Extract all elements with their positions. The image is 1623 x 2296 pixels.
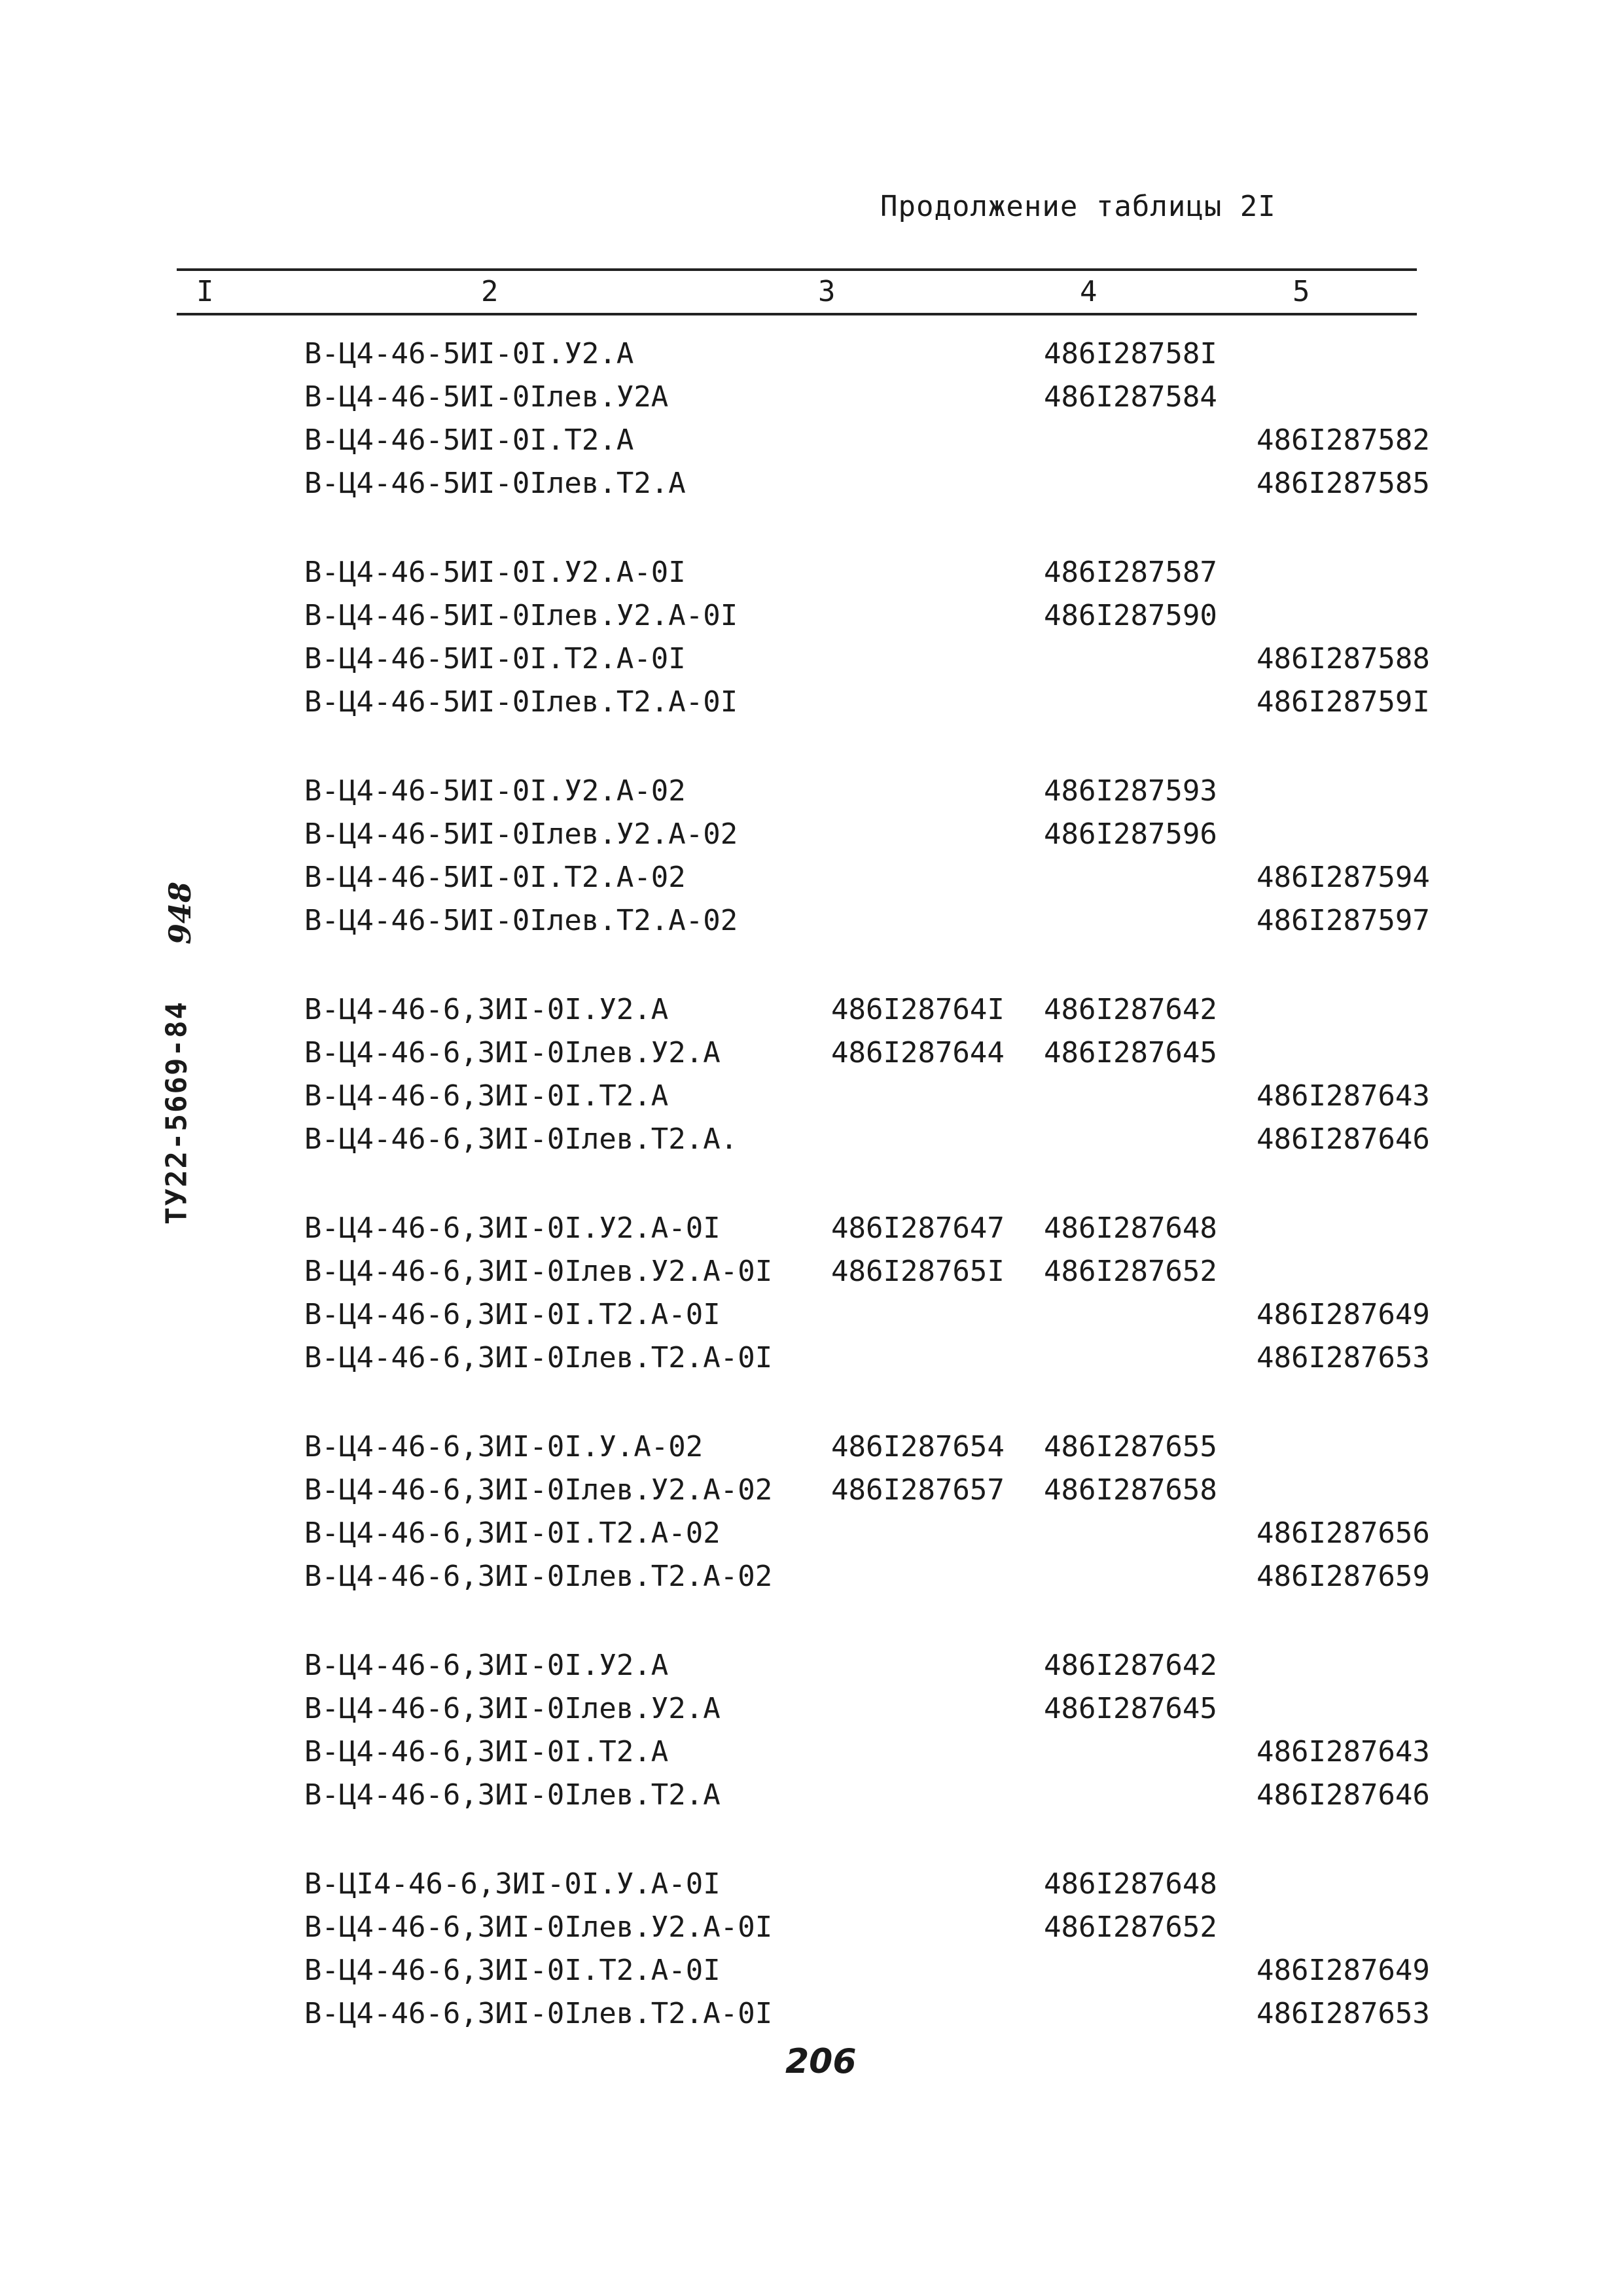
column-number-3: 3 <box>818 275 836 308</box>
code-col4: 486I287587 <box>1044 556 1217 589</box>
code-col3: 486I287654 <box>831 1430 1005 1463</box>
code-col5: 486I287594 <box>1257 861 1430 894</box>
product-designation: В-Ц4-46-6,3ИI-0I.У2.А <box>304 1649 669 1682</box>
code-col4: 486I287648 <box>1044 1867 1217 1901</box>
table-row <box>0 770 1623 813</box>
product-designation: В-Ц4-46-6,3ИI-0I.У.А-02 <box>304 1430 704 1463</box>
code-col4: 486I287655 <box>1044 1430 1217 1463</box>
product-designation: В-Ц4-46-6,3ИI-0Iлев.Т2.А <box>304 1778 721 1812</box>
product-designation: В-Ц4-46-5ИI-0I.У2.А <box>304 337 634 370</box>
code-col3: 486I28765I <box>831 1255 1005 1288</box>
table-row <box>0 332 1623 376</box>
code-col4: 486I287596 <box>1044 817 1217 851</box>
table-row <box>0 419 1623 462</box>
product-designation: В-Ц4-46-5ИI-0Iлев.Т2.А-02 <box>304 904 738 937</box>
product-designation: В-Ц4-46-6,3ИI-0I.Т2.А-02 <box>304 1516 721 1550</box>
product-designation: В-Ц4-46-6,3ИI-0Iлев.У2.А-02 <box>304 1473 773 1507</box>
table-row <box>0 856 1623 899</box>
code-col5: 486I28759I <box>1257 685 1430 719</box>
table-row <box>0 462 1623 505</box>
code-col4: 486I287590 <box>1044 599 1217 632</box>
product-designation: В-Ц4-46-6,3ИI-0Iлев.Т2.А-0I <box>304 1997 773 2030</box>
product-designation: В-Ц4-46-6,3ИI-0I.У2.А <box>304 993 669 1026</box>
table-row <box>0 1644 1623 1687</box>
product-designation: В-Ц4-46-6,3ИI-0Iлев.У2.А <box>304 1036 721 1069</box>
code-col3: 486I28764I <box>831 993 1005 1026</box>
code-col4: 486I287652 <box>1044 1255 1217 1288</box>
product-designation: В-Ц4-46-6,3ИI-0Iлев.У2.А-0I <box>304 1910 773 1944</box>
table-row <box>0 1774 1623 1817</box>
side-document-code: ТУ22-5669-84 <box>160 1001 194 1225</box>
table-row <box>0 1031 1623 1075</box>
table-row <box>0 988 1623 1031</box>
table-row <box>0 681 1623 724</box>
product-designation: В-ЦI4-46-6,3ИI-0I.У.А-0I <box>304 1867 721 1901</box>
column-number-2: 2 <box>481 275 499 308</box>
code-col4: 486I287648 <box>1044 1211 1217 1245</box>
table-row <box>0 1293 1623 1336</box>
table-row <box>0 637 1623 681</box>
code-col5: 486I287646 <box>1257 1778 1430 1812</box>
product-designation: В-Ц4-46-6,3ИI-0I.Т2.А-0I <box>304 1298 721 1331</box>
table-row <box>0 1949 1623 1992</box>
column-number-4: 4 <box>1080 275 1097 308</box>
product-designation: В-Ц4-46-6,3ИI-0I.У2.А-0I <box>304 1211 721 1245</box>
code-col3: 486I287657 <box>831 1473 1005 1507</box>
code-col5: 486I287585 <box>1257 467 1430 500</box>
table-row <box>0 1207 1623 1250</box>
code-col5: 486I287643 <box>1257 1079 1430 1113</box>
code-col4: 486I287658 <box>1044 1473 1217 1507</box>
table-row <box>0 1118 1623 1161</box>
code-col3: 486I287644 <box>831 1036 1005 1069</box>
table-row <box>0 376 1623 419</box>
code-col5: 486I287582 <box>1257 423 1430 457</box>
table-row <box>0 594 1623 637</box>
code-col5: 486I287646 <box>1257 1122 1430 1156</box>
page-number: 206 <box>785 2042 857 2081</box>
product-designation: В-Ц4-46-5ИI-0Iлев.У2.А-0I <box>304 599 738 632</box>
code-col5: 486I287643 <box>1257 1735 1430 1768</box>
table-row <box>0 1992 1623 2036</box>
code-col5: 486I287649 <box>1257 1298 1430 1331</box>
table-header-rule <box>177 313 1417 315</box>
side-sheet-number: 948 <box>162 881 198 945</box>
column-number-1: I <box>196 275 214 308</box>
table-row <box>0 1906 1623 1949</box>
code-col5: 486I287649 <box>1257 1954 1430 1987</box>
code-col5: 486I287653 <box>1257 1341 1430 1374</box>
code-col4: 486I287652 <box>1044 1910 1217 1944</box>
code-col5: 486I287588 <box>1257 642 1430 675</box>
table-row <box>0 899 1623 942</box>
code-col4: 486I287642 <box>1044 993 1217 1026</box>
product-designation: В-Ц4-46-6,3ИI-0Iлев.У2.А <box>304 1692 721 1725</box>
product-designation: В-Ц4-46-5ИI-0Iлев.Т2.А-0I <box>304 685 738 719</box>
product-designation: В-Ц4-46-5ИI-0I.У2.А-0I <box>304 556 686 589</box>
column-number-5: 5 <box>1293 275 1310 308</box>
product-designation: В-Ц4-46-5ИI-0I.Т2.А-02 <box>304 861 686 894</box>
code-col4: 486I287593 <box>1044 774 1217 808</box>
product-designation: В-Ц4-46-6,3ИI-0Iлев.Т2.А. <box>304 1122 738 1156</box>
table-row <box>0 1731 1623 1774</box>
product-designation: В-Ц4-46-5ИI-0I.Т2.А-0I <box>304 642 686 675</box>
table-continuation-title: Продолжение таблицы 2I <box>880 190 1276 223</box>
table-row <box>0 551 1623 594</box>
table-row <box>0 813 1623 856</box>
table-row <box>0 1863 1623 1906</box>
table-row <box>0 1555 1623 1598</box>
product-designation: В-Ц4-46-6,3ИI-0I.Т2.А-0I <box>304 1954 721 1987</box>
table-row <box>0 1687 1623 1731</box>
table-row <box>0 1469 1623 1512</box>
product-designation: В-Ц4-46-6,3ИI-0I.Т2.А <box>304 1735 669 1768</box>
product-designation: В-Ц4-46-5ИI-0Iлев.У2.А-02 <box>304 817 738 851</box>
product-designation: В-Ц4-46-5ИI-0I.У2.А-02 <box>304 774 686 808</box>
code-col3: 486I287647 <box>831 1211 1005 1245</box>
product-designation: В-Ц4-46-6,3ИI-0Iлев.Т2.А-0I <box>304 1341 773 1374</box>
code-col5: 486I287659 <box>1257 1560 1430 1593</box>
product-designation: В-Ц4-46-6,3ИI-0I.Т2.А <box>304 1079 669 1113</box>
code-col4: 486I287645 <box>1044 1036 1217 1069</box>
product-designation: В-Ц4-46-5ИI-0Iлев.У2А <box>304 380 669 414</box>
code-col5: 486I287653 <box>1257 1997 1430 2030</box>
product-designation: В-Ц4-46-5ИI-0I.Т2.А <box>304 423 634 457</box>
product-designation: В-Ц4-46-6,3ИI-0Iлев.Т2.А-02 <box>304 1560 773 1593</box>
product-designation: В-Ц4-46-5ИI-0Iлев.Т2.А <box>304 467 686 500</box>
table-row <box>0 1512 1623 1555</box>
table-row <box>0 1336 1623 1380</box>
code-col5: 486I287656 <box>1257 1516 1430 1550</box>
code-col5: 486I287597 <box>1257 904 1430 937</box>
table-row <box>0 1250 1623 1293</box>
table-top-rule <box>177 268 1417 271</box>
code-col4: 486I28758I <box>1044 337 1217 370</box>
code-col4: 486I287642 <box>1044 1649 1217 1682</box>
table-row <box>0 1075 1623 1118</box>
product-designation: В-Ц4-46-6,3ИI-0Iлев.У2.А-0I <box>304 1255 773 1288</box>
code-col4: 486I287645 <box>1044 1692 1217 1725</box>
table-row <box>0 1426 1623 1469</box>
code-col4: 486I287584 <box>1044 380 1217 414</box>
